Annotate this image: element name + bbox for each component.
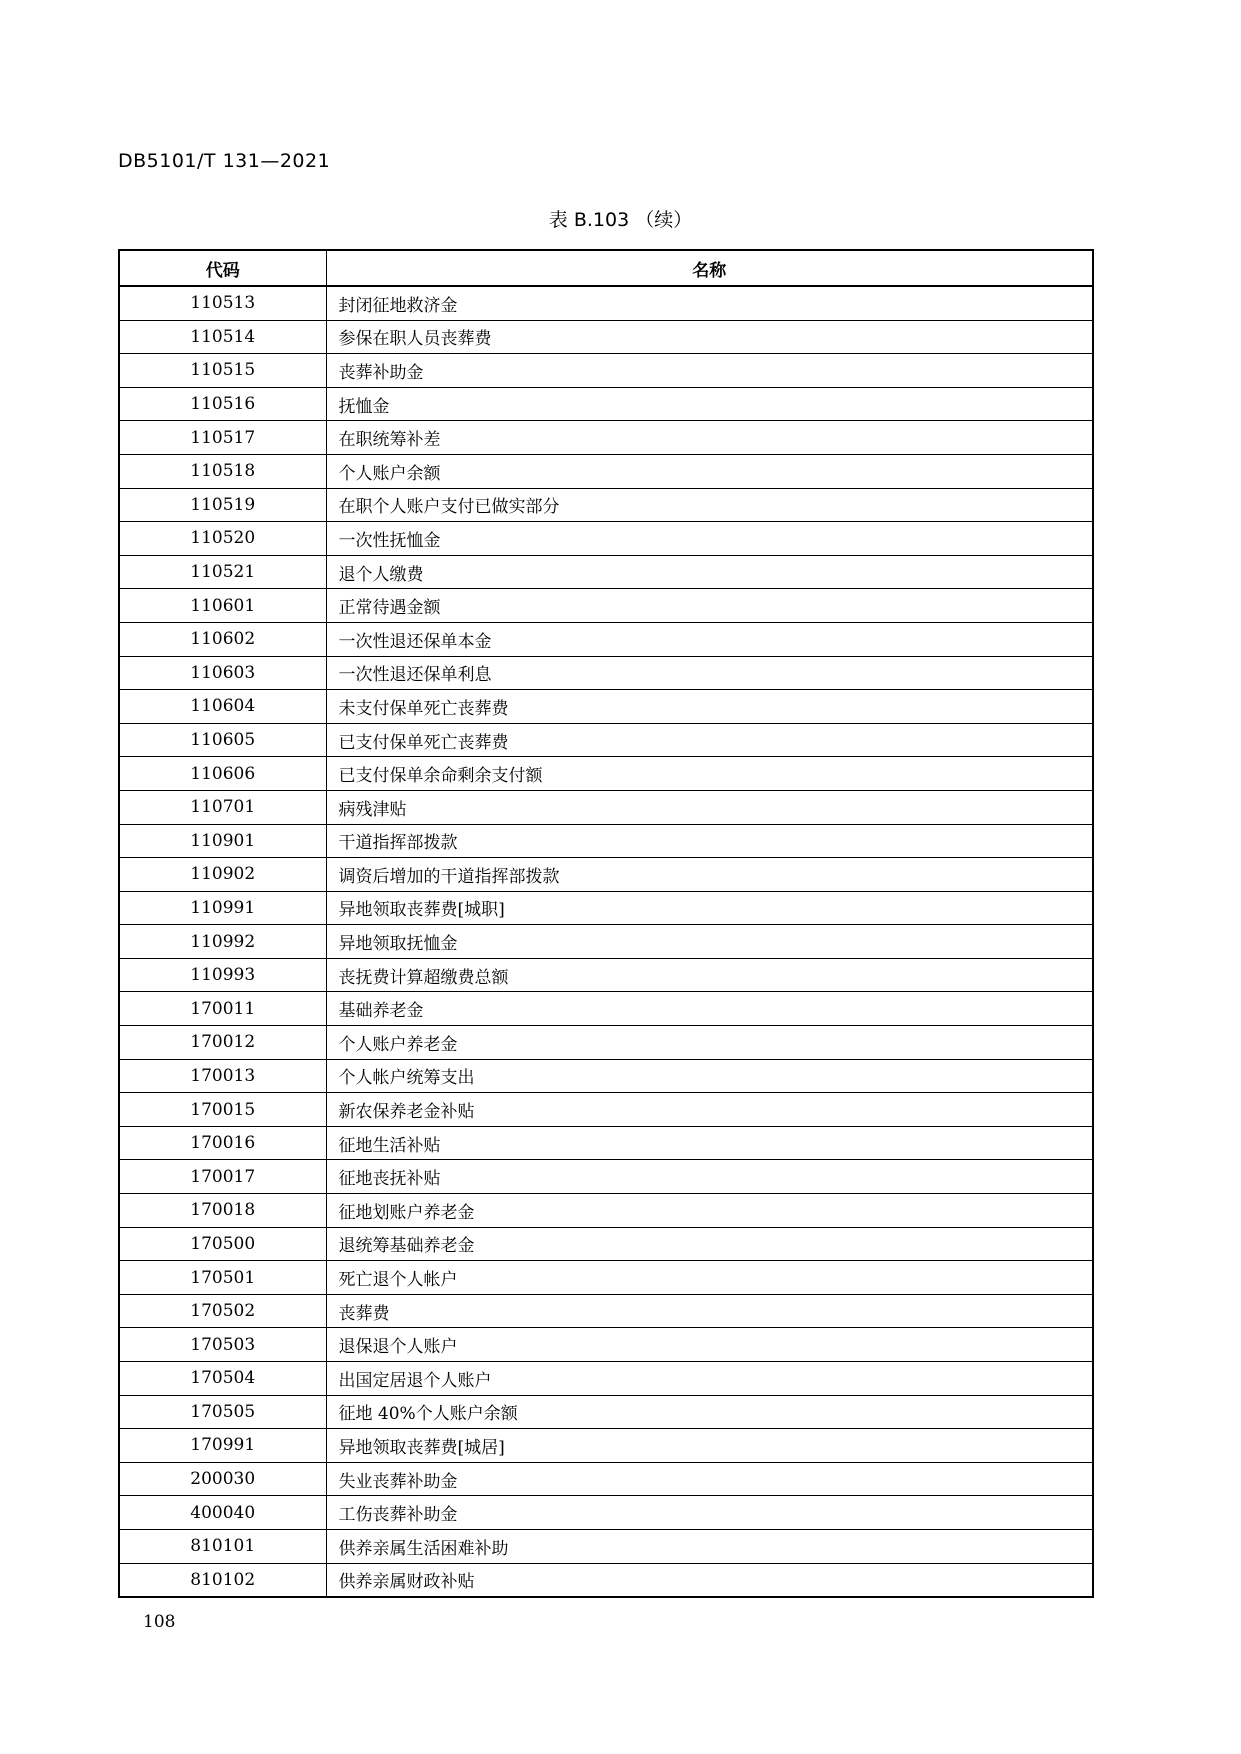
code-cell: 170016 — [119, 1126, 326, 1160]
name-cell: 丧抚费计算超缴费总额 — [326, 958, 1093, 992]
page-number: 108 — [143, 1612, 176, 1632]
code-cell: 170504 — [119, 1362, 326, 1396]
name-cell: 病残津贴 — [326, 790, 1093, 824]
code-cell: 110514 — [119, 320, 326, 354]
name-cell: 异地领取丧葬费[城居] — [326, 1429, 1093, 1463]
name-cell: 征地生活补贴 — [326, 1126, 1093, 1160]
code-cell: 170011 — [119, 992, 326, 1026]
table-row — [119, 1429, 1093, 1463]
table-row — [119, 1529, 1093, 1563]
code-cell: 810101 — [119, 1529, 326, 1563]
name-cell: 封闭征地救济金 — [326, 286, 1093, 320]
code-cell: 110519 — [119, 488, 326, 522]
name-cell: 已支付保单死亡丧葬费 — [326, 723, 1093, 757]
table-body — [119, 286, 1093, 1597]
table-row — [119, 589, 1093, 623]
table-row — [119, 723, 1093, 757]
name-cell: 干道指挥部拨款 — [326, 824, 1093, 858]
table-title: 表 B.103 （续） — [548, 209, 693, 231]
table-row — [119, 522, 1093, 556]
table-row — [119, 1227, 1093, 1261]
code-table-container — [118, 249, 1094, 1598]
table-row — [119, 454, 1093, 488]
code-cell: 110992 — [119, 925, 326, 959]
code-cell: 400040 — [119, 1496, 326, 1530]
code-cell: 110993 — [119, 958, 326, 992]
code-cell: 170505 — [119, 1395, 326, 1429]
table-row — [119, 1059, 1093, 1093]
table-row — [119, 555, 1093, 589]
code-cell: 170500 — [119, 1227, 326, 1261]
table-row — [119, 1395, 1093, 1429]
table-row — [119, 421, 1093, 455]
table-row — [119, 1026, 1093, 1060]
table-row — [119, 1294, 1093, 1328]
table-row — [119, 354, 1093, 388]
code-cell: 110520 — [119, 522, 326, 556]
name-cell: 抚恤金 — [326, 387, 1093, 421]
table-row — [119, 622, 1093, 656]
table-row — [119, 757, 1093, 791]
name-cell: 个人账户余额 — [326, 454, 1093, 488]
name-cell: 供养亲属财政补贴 — [326, 1563, 1093, 1597]
table-row — [119, 891, 1093, 925]
table-row — [119, 488, 1093, 522]
code-cell: 170501 — [119, 1261, 326, 1295]
name-cell: 退统筹基础养老金 — [326, 1227, 1093, 1261]
name-cell: 丧葬费 — [326, 1294, 1093, 1328]
name-cell: 已支付保单余命剩余支付额 — [326, 757, 1093, 791]
table-row — [119, 690, 1093, 724]
code-cell: 170991 — [119, 1429, 326, 1463]
name-cell: 供养亲属生活困难补助 — [326, 1529, 1093, 1563]
table-row — [119, 1328, 1093, 1362]
code-cell: 110516 — [119, 387, 326, 421]
table-row — [119, 1126, 1093, 1160]
table-row — [119, 1160, 1093, 1194]
code-cell: 110902 — [119, 858, 326, 892]
code-cell: 110513 — [119, 286, 326, 320]
code-cell: 110603 — [119, 656, 326, 690]
table-row — [119, 656, 1093, 690]
code-cell: 110518 — [119, 454, 326, 488]
name-cell: 退个人缴费 — [326, 555, 1093, 589]
name-cell: 个人账户养老金 — [326, 1026, 1093, 1060]
code-cell: 110991 — [119, 891, 326, 925]
name-cell: 一次性退还保单本金 — [326, 622, 1093, 656]
code-cell: 170013 — [119, 1059, 326, 1093]
code-table — [118, 249, 1094, 1598]
name-cell: 未支付保单死亡丧葬费 — [326, 690, 1093, 724]
code-cell: 110521 — [119, 555, 326, 589]
name-cell: 个人帐户统筹支出 — [326, 1059, 1093, 1093]
column-header-name: 名称 — [326, 250, 1093, 286]
table-row — [119, 824, 1093, 858]
code-cell: 110901 — [119, 824, 326, 858]
name-cell: 丧葬补助金 — [326, 354, 1093, 388]
code-cell: 110606 — [119, 757, 326, 791]
table-row — [119, 1261, 1093, 1295]
table-row — [119, 1194, 1093, 1228]
name-cell: 参保在职人员丧葬费 — [326, 320, 1093, 354]
name-cell: 异地领取抚恤金 — [326, 925, 1093, 959]
table-row — [119, 387, 1093, 421]
name-cell: 基础养老金 — [326, 992, 1093, 1026]
document-id: DB5101/T 131—2021 — [118, 150, 331, 172]
table-row — [119, 790, 1093, 824]
code-cell: 110605 — [119, 723, 326, 757]
name-cell: 退保退个人账户 — [326, 1328, 1093, 1362]
table-row — [119, 1563, 1093, 1597]
name-cell: 调资后增加的干道指挥部拨款 — [326, 858, 1093, 892]
code-cell: 110604 — [119, 690, 326, 724]
code-cell: 110517 — [119, 421, 326, 455]
name-cell: 一次性抚恤金 — [326, 522, 1093, 556]
name-cell: 出国定居退个人账户 — [326, 1362, 1093, 1396]
table-row — [119, 1496, 1093, 1530]
name-cell: 新农保养老金补贴 — [326, 1093, 1093, 1127]
name-cell: 失业丧葬补助金 — [326, 1462, 1093, 1496]
name-cell: 正常待遇金额 — [326, 589, 1093, 623]
code-cell: 170017 — [119, 1160, 326, 1194]
name-cell: 工伤丧葬补助金 — [326, 1496, 1093, 1530]
name-cell: 征地 40%个人账户余额 — [326, 1395, 1093, 1429]
code-cell: 170503 — [119, 1328, 326, 1362]
code-cell: 170012 — [119, 1026, 326, 1060]
table-row — [119, 992, 1093, 1026]
code-cell: 110701 — [119, 790, 326, 824]
table-row — [119, 1093, 1093, 1127]
name-cell: 异地领取丧葬费[城职] — [326, 891, 1093, 925]
column-header-code: 代码 — [119, 250, 326, 286]
code-cell: 110601 — [119, 589, 326, 623]
name-cell: 死亡退个人帐户 — [326, 1261, 1093, 1295]
table-row — [119, 858, 1093, 892]
table-row — [119, 1362, 1093, 1396]
table-row — [119, 925, 1093, 959]
code-cell: 170018 — [119, 1194, 326, 1228]
name-cell: 征地丧抚补贴 — [326, 1160, 1093, 1194]
table-row — [119, 1462, 1093, 1496]
name-cell: 在职统筹补差 — [326, 421, 1093, 455]
code-cell: 170502 — [119, 1294, 326, 1328]
name-cell: 征地划账户养老金 — [326, 1194, 1093, 1228]
code-cell: 810102 — [119, 1563, 326, 1597]
code-cell: 110602 — [119, 622, 326, 656]
table-header-row — [119, 250, 1093, 286]
table-row — [119, 958, 1093, 992]
name-cell: 在职个人账户支付已做实部分 — [326, 488, 1093, 522]
code-cell: 170015 — [119, 1093, 326, 1127]
code-cell: 110515 — [119, 354, 326, 388]
code-cell: 200030 — [119, 1462, 326, 1496]
table-row — [119, 286, 1093, 320]
table-row — [119, 320, 1093, 354]
name-cell: 一次性退还保单利息 — [326, 656, 1093, 690]
